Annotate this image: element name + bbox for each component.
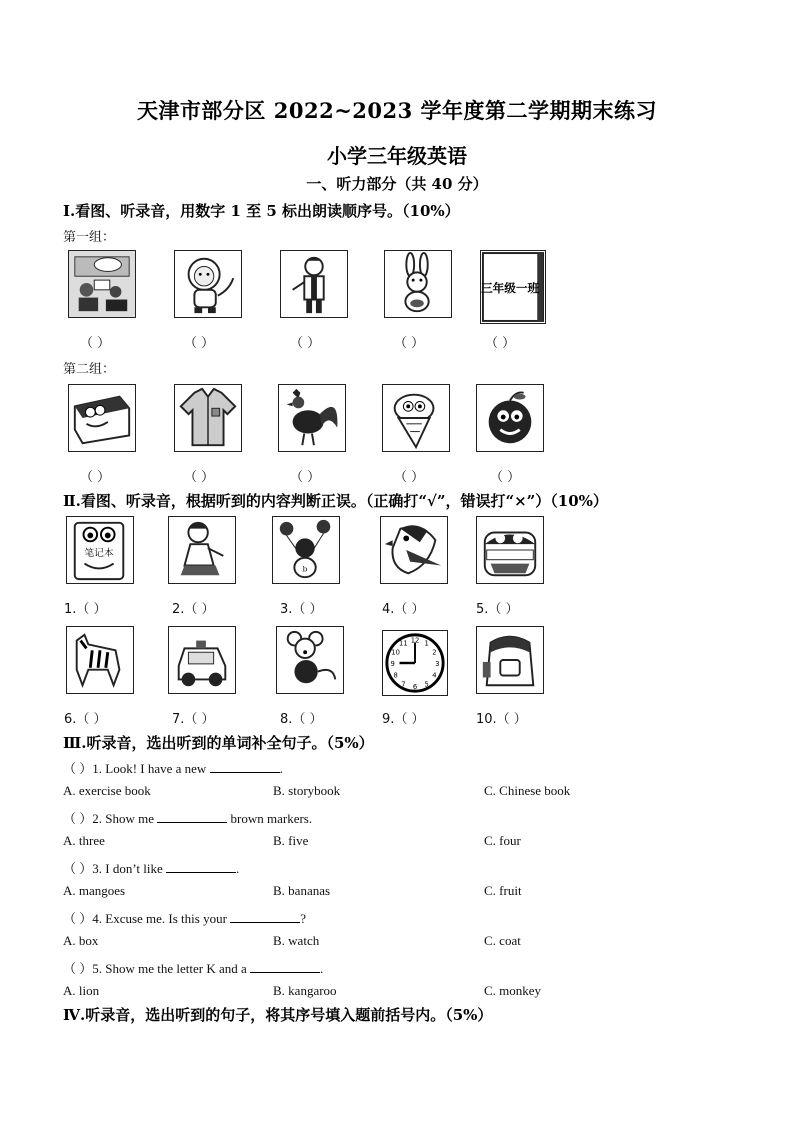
option-a[interactable]: A. box (63, 933, 99, 948)
page-subtitle: 小学三年级英语 (327, 144, 467, 168)
zebra-icon (66, 626, 134, 694)
svg-text:5: 5 (424, 680, 429, 689)
mouse-icon (276, 626, 344, 694)
fill-blank[interactable] (250, 960, 320, 973)
option-c[interactable]: C. monkey (484, 983, 542, 998)
svg-text:11: 11 (399, 639, 408, 648)
answer-blank-7[interactable]: 7.（ ） (172, 712, 215, 727)
pencil-box-icon (68, 384, 136, 452)
answer-blank-8[interactable]: 8.（ ） (280, 712, 323, 727)
girl-icon (168, 516, 236, 584)
fill-blank[interactable] (230, 910, 300, 923)
svg-text:10: 10 (391, 648, 400, 657)
bird-icon (380, 516, 448, 584)
option-c[interactable]: C. fruit (484, 883, 522, 898)
answer-blank[interactable]: （ ） (80, 336, 111, 351)
classroom-icon (68, 250, 136, 318)
question-5: （ ）5. Show me the letter K and a . (63, 961, 324, 976)
svg-text:7: 7 (401, 680, 406, 689)
answer-blank-6[interactable]: 6.（ ） (64, 712, 107, 727)
rooster-icon (278, 384, 346, 452)
answer-blank-10[interactable]: 10.（ ） (476, 712, 527, 727)
svg-text:3: 3 (435, 659, 440, 668)
answer-blank[interactable]: （ ） (290, 470, 321, 485)
question-stem: （ ）3. I don’t like (63, 861, 167, 876)
question-stem: （ ）4. Excuse me. Is this your (63, 911, 231, 926)
car-icon (168, 626, 236, 694)
lion-icon (174, 250, 242, 318)
answer-blank-9[interactable]: 9.（ ） (382, 712, 425, 727)
svg-text:1: 1 (424, 639, 429, 648)
answer-blank[interactable]: （ ） (394, 470, 425, 485)
section3-heading: Ⅲ.听录音，选出听到的单词补全句子。（5%） (63, 734, 374, 752)
answer-blank[interactable]: （ ） (184, 470, 215, 485)
bread-icon (476, 516, 544, 584)
option-a[interactable]: A. three (63, 833, 105, 848)
class-sign-icon (480, 250, 546, 324)
bear-balloons-icon (272, 516, 340, 584)
shirt-icon (174, 384, 242, 452)
part-heading: 一、听力部分（共 40 分） (306, 175, 488, 193)
question-stem: （ ）5. Show me the letter K and a (63, 961, 251, 976)
option-b[interactable]: B. five (273, 833, 309, 848)
notebook-icon (66, 516, 134, 584)
question-4: （ ）4. Excuse me. Is this your ? (63, 911, 306, 926)
question-1: （ ）1. Look! I have a new . (63, 761, 283, 776)
option-b[interactable]: B. kangaroo (273, 983, 337, 998)
answer-blank[interactable]: （ ） (290, 336, 321, 351)
question-stem: （ ）1. Look! I have a new (63, 761, 210, 776)
answer-blank-5[interactable]: 5.（ ） (476, 602, 519, 617)
option-c[interactable]: C. four (484, 833, 521, 848)
answer-blank-3[interactable]: 3.（ ） (280, 602, 323, 617)
option-c[interactable]: C. Chinese book (484, 783, 571, 798)
option-a[interactable]: A. mangoes (63, 883, 126, 898)
svg-text:6: 6 (412, 683, 418, 692)
answer-blank[interactable]: （ ） (80, 470, 111, 485)
question-2: （ ）2. Show me brown markers. (63, 811, 313, 826)
svg-text:12: 12 (410, 636, 420, 645)
section1-heading: Ⅰ.看图、听录音，用数字 1 至 5 标出朗读顺序号。（10%） (63, 202, 460, 220)
teacher-icon (280, 250, 348, 318)
answer-blank[interactable]: （ ） (490, 470, 521, 485)
question-3: （ ）3. I don’t like . (63, 861, 240, 876)
option-a[interactable]: A. exercise book (63, 783, 151, 798)
answer-blank[interactable]: （ ） (485, 336, 516, 351)
notebook-text: 笔记本 (84, 547, 114, 559)
svg-text:8: 8 (393, 671, 398, 680)
question-stem: （ ）2. Show me (63, 811, 158, 826)
option-a[interactable]: A. lion (63, 983, 100, 998)
clock-icon (382, 630, 448, 696)
option-b[interactable]: B. storybook (273, 783, 341, 798)
answer-blank-2[interactable]: 2.（ ） (172, 602, 215, 617)
group2-label: 第二组： (63, 362, 116, 377)
svg-text:b: b (302, 564, 308, 574)
section4-heading: Ⅳ.听录音，选出听到的句子，将其序号填入题前括号内。（5%） (63, 1006, 493, 1024)
fill-blank[interactable] (157, 810, 227, 823)
answer-blank-4[interactable]: 4.（ ） (382, 602, 425, 617)
option-c[interactable]: C. coat (484, 933, 521, 948)
fill-blank[interactable] (210, 760, 280, 773)
answer-blank[interactable]: （ ） (184, 336, 215, 351)
bag-icon (476, 626, 544, 694)
svg-text:2: 2 (432, 648, 437, 657)
group1-label: 第一组： (63, 230, 116, 245)
option-b[interactable]: B. bananas (273, 883, 331, 898)
class-sign-text: 三年级一班 (481, 280, 540, 295)
answer-blank-1[interactable]: 1.（ ） (64, 602, 107, 617)
fill-blank[interactable] (166, 860, 236, 873)
apple-icon (476, 384, 544, 452)
page-title: 天津市部分区 2022~2023 学年度第二学期期末练习 (136, 98, 658, 123)
ice-cream-icon (382, 384, 450, 452)
section2-heading: Ⅱ.看图、听录音，根据听到的内容判断正误。（正确打“√”，错误打“×”）（10%） (63, 492, 608, 510)
svg-text:9: 9 (390, 659, 395, 668)
svg-text:4: 4 (432, 671, 437, 680)
option-b[interactable]: B. watch (273, 933, 320, 948)
answer-blank[interactable]: （ ） (394, 336, 425, 351)
rabbit-icon (384, 250, 452, 318)
